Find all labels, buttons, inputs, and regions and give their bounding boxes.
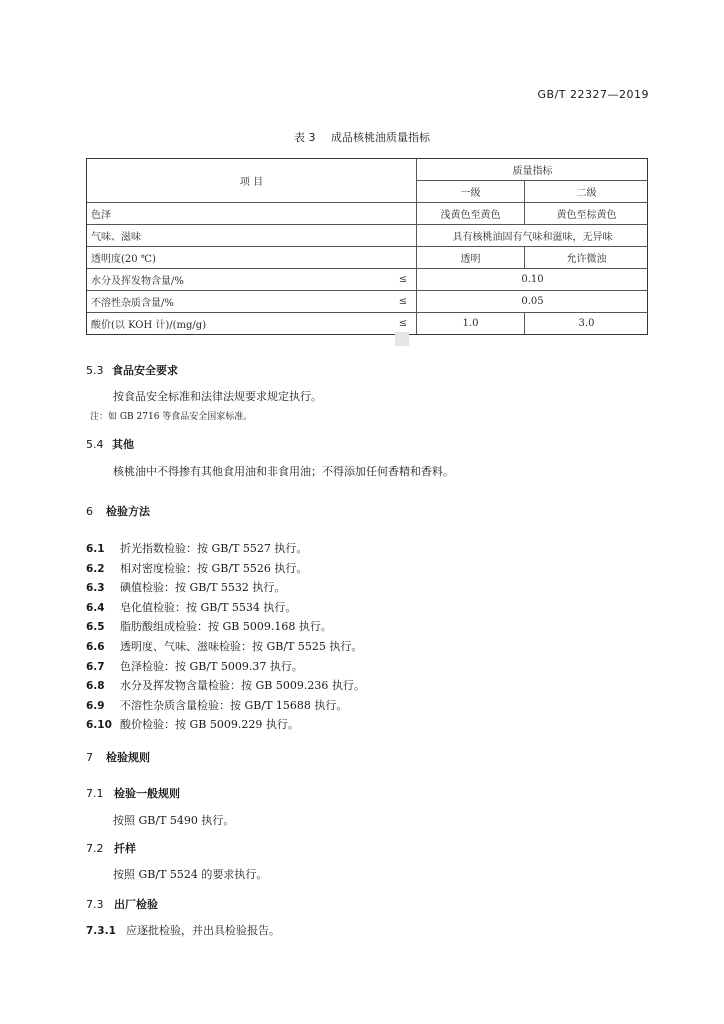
row-item: 色泽 — [91, 210, 111, 221]
row-merged-value: 0.05 — [521, 296, 544, 307]
list-item — [86, 599, 365, 619]
section-title: 出厂检验 — [114, 898, 158, 911]
section-title: 食品安全要求 — [112, 364, 178, 377]
section-number: 7.3.1 — [86, 925, 116, 937]
row-grade2: 3.0 — [578, 318, 595, 329]
row-symbol: ≤ — [398, 274, 408, 285]
item-number: 6.2 — [86, 562, 105, 575]
section-number: 7 — [86, 751, 93, 764]
item-number: 6.1 — [86, 543, 105, 555]
list-item — [86, 677, 365, 697]
section-number: 5.3 — [86, 364, 104, 377]
item-text: 水分及挥发物含量检验：按 GB 5009.236 执行。 — [120, 679, 365, 693]
item-text: 透明度、气味、滋味检验：按 GB/T 5525 执行。 — [120, 639, 363, 653]
row-item: 透明度(20 ℃) — [91, 254, 156, 265]
row-symbol: ≤ — [398, 318, 408, 329]
item-number: 6.5 — [86, 621, 105, 634]
row-grade2: 黄色至棕黄色 — [556, 210, 617, 221]
row-item: 气味、滋味 — [91, 232, 141, 243]
item-number: 6.8 — [86, 680, 105, 693]
section-7-1-paragraph: 按照 GB/T 5490 执行。 — [113, 814, 235, 827]
section-7-3-1 — [86, 922, 280, 938]
quality-table — [86, 158, 648, 335]
row-item: 不溶性杂质含量/% — [91, 298, 174, 309]
item-text: 不溶性杂质含量检验：按 GB/T 15688 执行。 — [120, 698, 348, 712]
section-number: 7.3 — [86, 898, 104, 911]
header-quality-index: 质量指标 — [512, 166, 553, 177]
section-title: 检验方法 — [106, 505, 150, 518]
item-number: 6.4 — [86, 601, 105, 614]
header-item: 项 目 — [239, 177, 264, 188]
section-number: 6 — [86, 505, 93, 518]
item-text: 折光指数检验：按 GB/T 5527 执行。 — [120, 542, 308, 555]
item-number: 6.6 — [86, 640, 105, 653]
section-5-3-paragraph: 按食品安全标准和法律法规要求规定执行。 — [113, 390, 322, 403]
section-number: 7.1 — [86, 787, 104, 800]
row-grade1: 1.0 — [462, 318, 479, 329]
list-item — [86, 560, 365, 580]
section-5-3-heading — [86, 362, 178, 378]
header-grade-2: 二级 — [576, 188, 597, 199]
section-title: 扦样 — [114, 842, 136, 855]
table-caption — [0, 129, 724, 145]
list-item — [86, 697, 365, 717]
section-7-2-paragraph: 按照 GB/T 5524 的要求执行。 — [113, 868, 268, 881]
section-text: 应逐批检验，并出具检验报告。 — [126, 924, 280, 937]
row-item: 水分及挥发物含量/% — [91, 276, 184, 287]
item-number: 6.9 — [86, 699, 105, 712]
section-number: 7.2 — [86, 842, 104, 855]
item-text: 碘值检验：按 GB/T 5532 执行。 — [120, 581, 286, 595]
header-grade-1: 一级 — [460, 188, 481, 199]
item-number: 6.10 — [86, 719, 112, 732]
row-grade2: 允许微浊 — [566, 254, 607, 265]
item-text: 色泽检验：按 GB/T 5009.37 执行。 — [120, 659, 303, 673]
table-caption-title: 成品核桃油质量指标 — [331, 131, 430, 144]
section-7-2-heading — [86, 840, 136, 856]
section-6-heading — [86, 503, 150, 519]
scan-mark — [395, 332, 409, 346]
section-7-3-heading — [86, 896, 158, 912]
list-item — [86, 540, 365, 560]
list-item — [86, 579, 365, 599]
section-title: 其他 — [112, 438, 134, 451]
item-number: 6.3 — [86, 582, 105, 595]
list-item — [86, 716, 365, 736]
table-caption-label: 表 3 — [294, 131, 316, 144]
section-6-list — [86, 540, 365, 736]
row-merged-value: 具有核桃油固有气味和滋味，无异味 — [452, 232, 613, 243]
list-item — [86, 638, 365, 658]
list-item — [86, 618, 365, 638]
list-item — [86, 658, 365, 678]
section-5-3-note: 注：如 GB 2716 等食品安全国家标准。 — [90, 412, 253, 422]
row-grade1: 浅黄色至黄色 — [440, 210, 501, 221]
section-7-heading — [86, 749, 150, 765]
standard-code: GB/T 22327—2019 — [537, 88, 649, 101]
section-number: 5.4 — [86, 438, 104, 451]
row-grade1: 透明 — [460, 254, 481, 265]
item-text: 酸价检验：按 GB 5009.229 执行。 — [120, 718, 299, 732]
row-item: 酸价(以 KOH 计)/(mg/g) — [91, 320, 207, 331]
item-text: 脂肪酸组成检验：按 GB 5009.168 执行。 — [120, 620, 332, 634]
row-merged-value: 0.10 — [521, 274, 544, 285]
item-text: 皂化值检验：按 GB/T 5534 执行。 — [120, 600, 297, 614]
section-5-4-paragraph: 核桃油中不得掺有其他食用油和非食用油；不得添加任何香精和香料。 — [113, 465, 454, 478]
section-5-4-heading — [86, 436, 134, 452]
item-number: 6.7 — [86, 660, 105, 673]
section-title: 检验规则 — [106, 751, 150, 764]
section-7-1-heading — [86, 785, 180, 801]
section-title: 检验一般规则 — [114, 787, 180, 800]
item-text: 相对密度检验：按 GB/T 5526 执行。 — [120, 561, 308, 575]
row-symbol: ≤ — [398, 296, 408, 307]
